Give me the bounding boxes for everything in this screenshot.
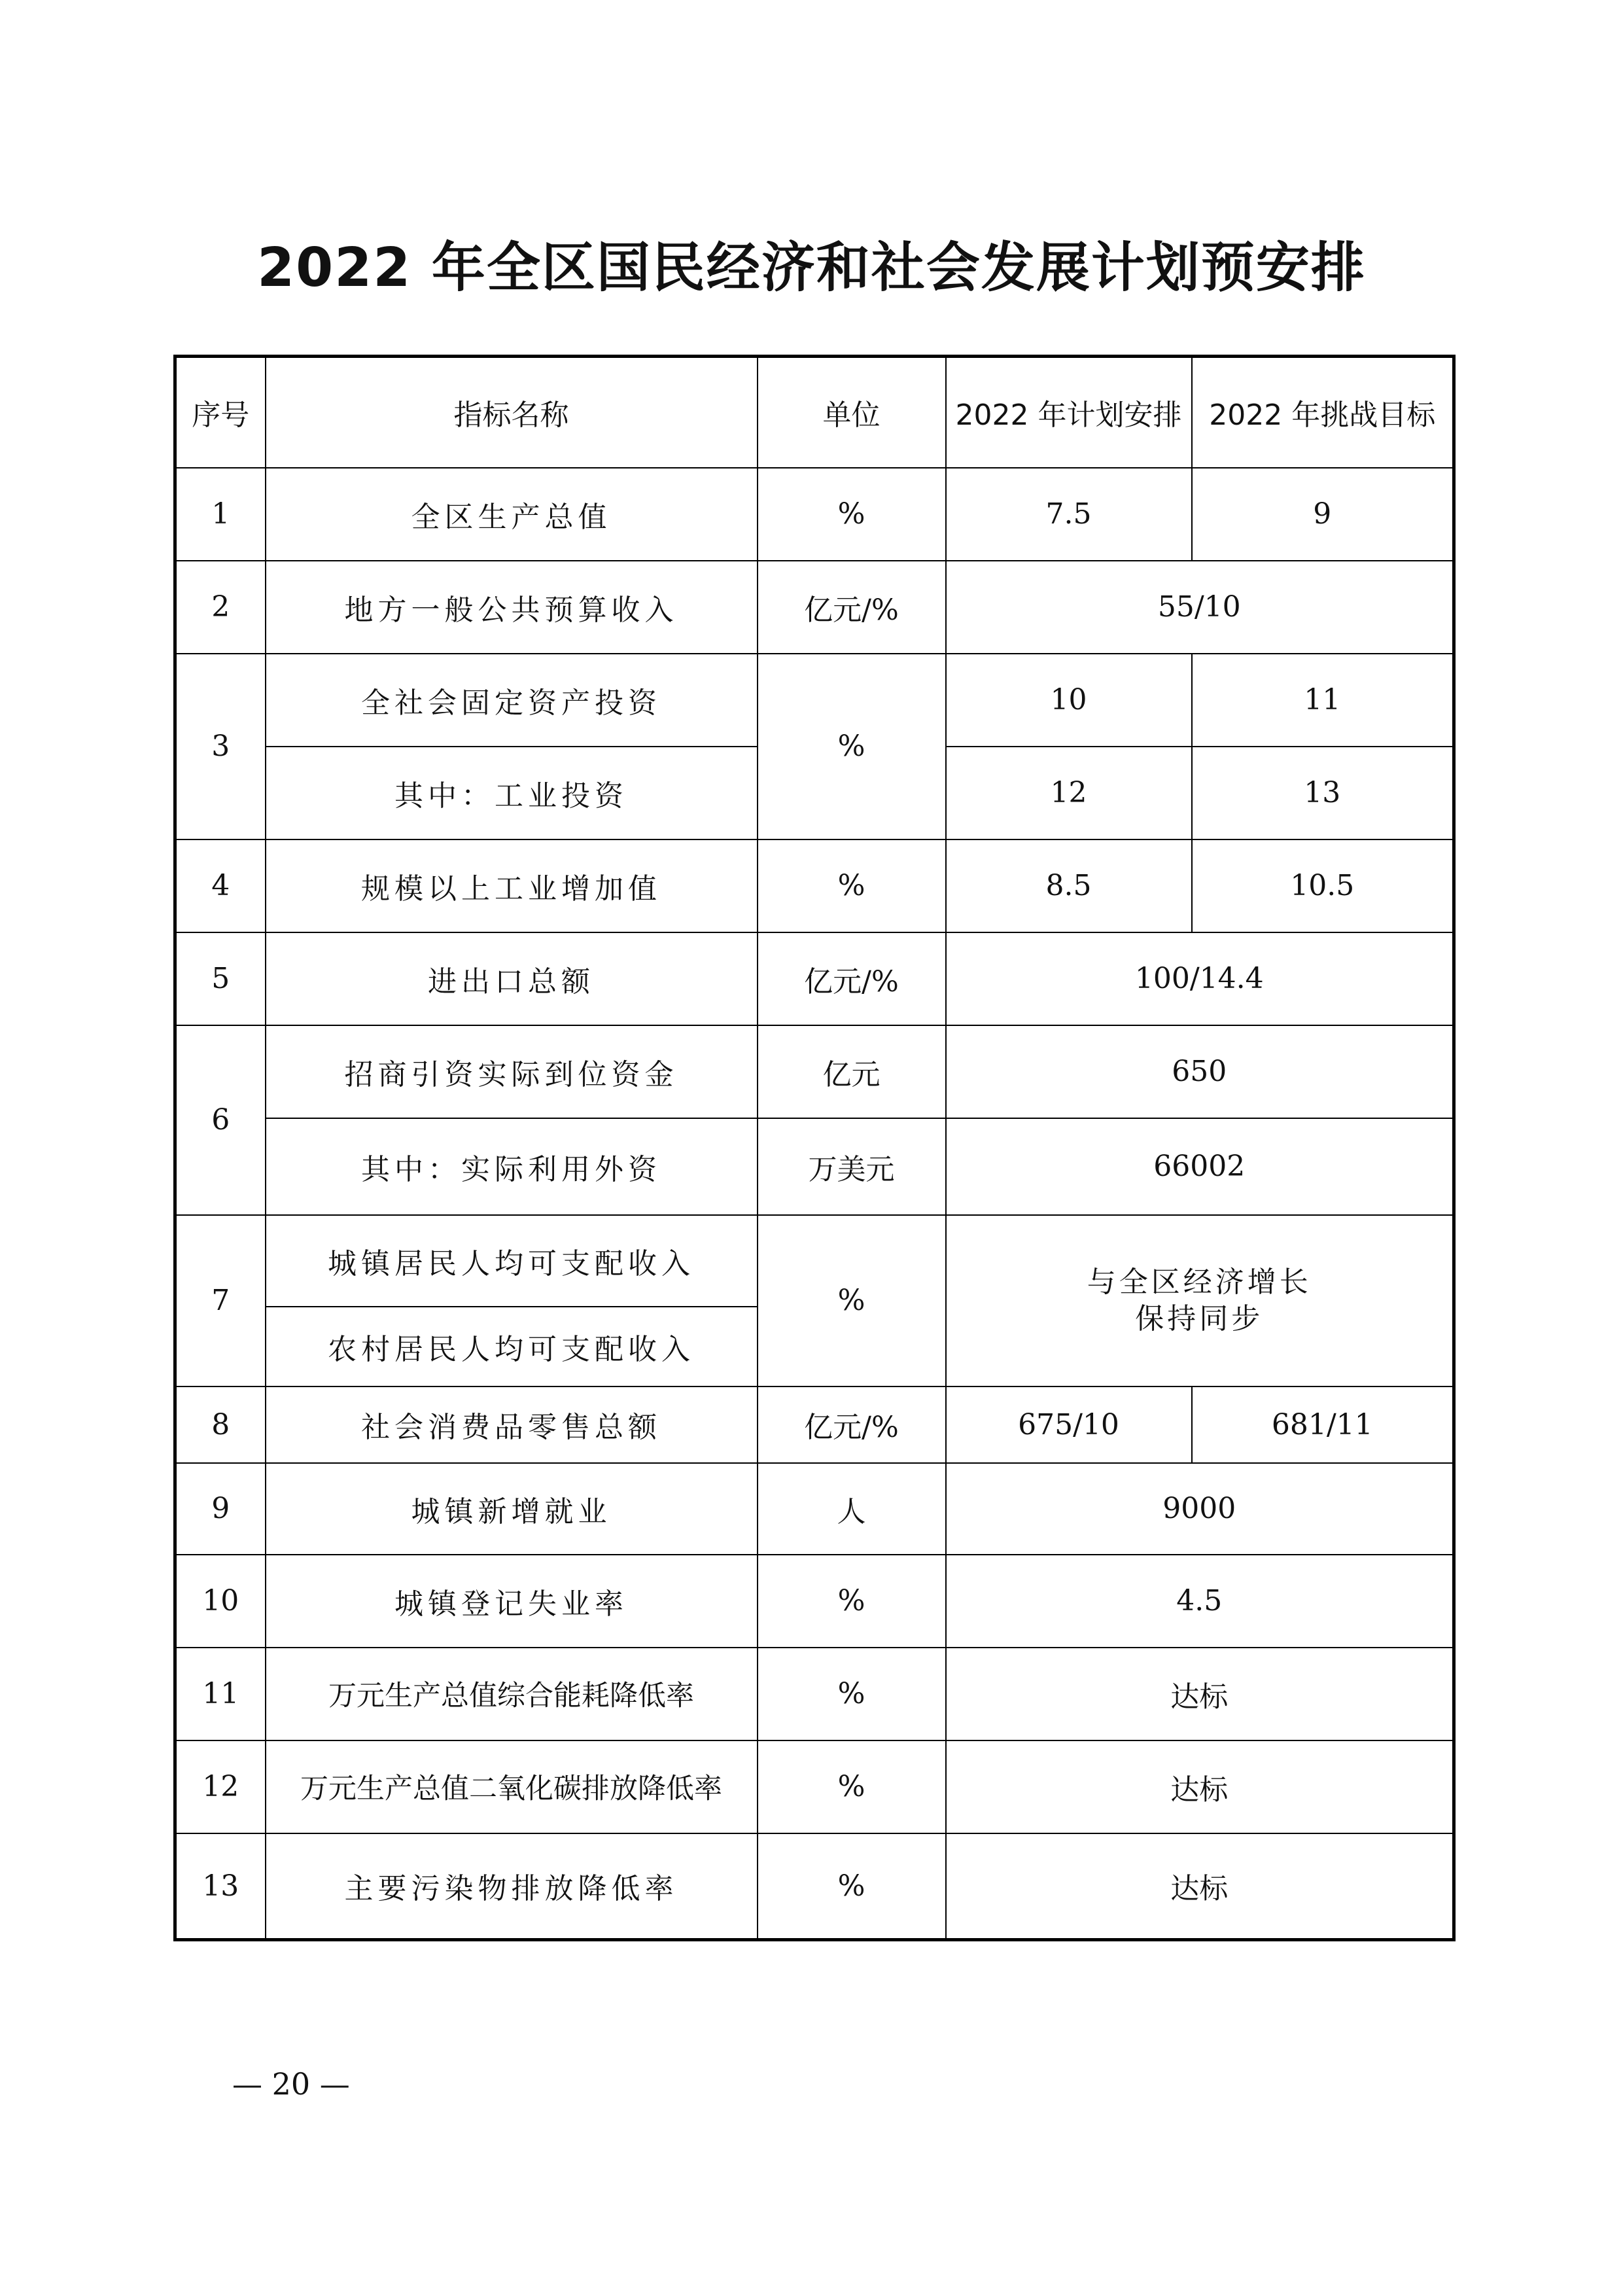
row-name: 规模以上工业增加值: [266, 839, 758, 932]
table-row: [175, 1463, 1454, 1555]
row-seq: 1: [175, 468, 266, 561]
table-row: [175, 1740, 1454, 1833]
row-seq: 11: [175, 1648, 266, 1740]
row-sub-name: 其中：实际利用外资: [266, 1118, 758, 1215]
row-name: 地方一般公共预算收入: [266, 561, 758, 654]
row-seq: 6: [175, 1025, 266, 1215]
header-name: 指标名称: [266, 357, 758, 468]
row-combined-value: 650: [946, 1025, 1454, 1118]
header-seq: 序号: [175, 357, 266, 468]
row-seq: 12: [175, 1740, 266, 1833]
row-seq: 3: [175, 654, 266, 839]
row-sub-name: 农村居民人均可支配收入: [266, 1307, 758, 1386]
row-target: 11: [1192, 654, 1454, 747]
header-unit: 单位: [758, 357, 946, 468]
row-name: 全区生产总值: [266, 468, 758, 561]
row-unit: 人: [758, 1463, 946, 1555]
row-name: 城镇居民人均可支配收入: [266, 1215, 758, 1307]
page-title: 2022 年全区国民经济和社会发展计划预安排: [257, 237, 1366, 299]
row-name: 城镇新增就业: [266, 1463, 758, 1555]
row-name: 社会消费品零售总额: [266, 1386, 758, 1463]
row-seq: 2: [175, 561, 266, 654]
row-plan: 675/10: [946, 1386, 1192, 1463]
row-name: 主要污染物排放降低率: [266, 1833, 758, 1940]
row-name: 全社会固定资产投资: [266, 654, 758, 747]
row-sub-plan: 12: [946, 747, 1192, 839]
row-unit: 亿元/%: [758, 561, 946, 654]
table-header-row: [175, 357, 1454, 468]
row-combined-value: [946, 1215, 1454, 1386]
table-row: [175, 839, 1454, 932]
row-seq: 10: [175, 1555, 266, 1648]
row-unit: 亿元/%: [758, 932, 946, 1025]
page-number: — 20 —: [232, 2066, 350, 2102]
row-target: 681/11: [1192, 1386, 1454, 1463]
row-seq: 4: [175, 839, 266, 932]
row-sub-unit: 万美元: [758, 1118, 946, 1215]
table-row: [175, 1833, 1454, 1940]
table-row: [175, 1648, 1454, 1740]
table-row: [175, 1025, 1454, 1118]
row-name: 招商引资实际到位资金: [266, 1025, 758, 1118]
row-unit: %: [758, 1215, 946, 1386]
table-row: [175, 1386, 1454, 1463]
row-combined-line2: 保持同步: [1135, 1301, 1264, 1335]
row-unit: %: [758, 654, 946, 839]
row-name: 城镇登记失业率: [266, 1555, 758, 1648]
row-name: 进出口总额: [266, 932, 758, 1025]
row-unit: 亿元/%: [758, 1386, 946, 1463]
row-name: 万元生产总值二氧化碳排放降低率: [266, 1740, 758, 1833]
row-seq: 5: [175, 932, 266, 1025]
row-plan: 10: [946, 654, 1192, 747]
row-combined-value: 达标: [946, 1740, 1454, 1833]
row-seq: 9: [175, 1463, 266, 1555]
table-row: [175, 468, 1454, 561]
row-combined-value: 达标: [946, 1648, 1454, 1740]
row-seq: 13: [175, 1833, 266, 1940]
row-unit: %: [758, 1648, 946, 1740]
plan-table: [173, 355, 1456, 1941]
row-seq: 7: [175, 1215, 266, 1386]
row-name: 万元生产总值综合能耗降低率: [266, 1648, 758, 1740]
row-combined-value: 达标: [946, 1833, 1454, 1940]
header-target: 2022 年挑战目标: [1192, 357, 1454, 468]
row-plan: 8.5: [946, 839, 1192, 932]
row-unit: %: [758, 1740, 946, 1833]
row-unit: %: [758, 468, 946, 561]
table-row: [175, 561, 1454, 654]
row-target: 9: [1192, 468, 1454, 561]
row-combined-line1: 与全区经济增长: [1087, 1265, 1312, 1299]
table-subrow: [175, 1118, 1454, 1215]
row-combined-value: 4.5: [946, 1555, 1454, 1648]
row-target: 10.5: [1192, 839, 1454, 932]
row-unit: 亿元: [758, 1025, 946, 1118]
row-combined-value: 55/10: [946, 561, 1454, 654]
row-plan: 7.5: [946, 468, 1192, 561]
header-plan: 2022 年计划安排: [946, 357, 1192, 468]
row-combined-value: 9000: [946, 1463, 1454, 1555]
table-row: [175, 654, 1454, 747]
row-seq: 8: [175, 1386, 266, 1463]
row-sub-name: 其中：工业投资: [266, 747, 758, 839]
row-unit: %: [758, 1555, 946, 1648]
row-sub-target: 13: [1192, 747, 1454, 839]
row-unit: %: [758, 839, 946, 932]
row-combined-value: 100/14.4: [946, 932, 1454, 1025]
table-row: [175, 1215, 1454, 1307]
row-sub-combined-value: 66002: [946, 1118, 1454, 1215]
table-row: [175, 932, 1454, 1025]
row-unit: %: [758, 1833, 946, 1940]
table-row: [175, 1555, 1454, 1648]
